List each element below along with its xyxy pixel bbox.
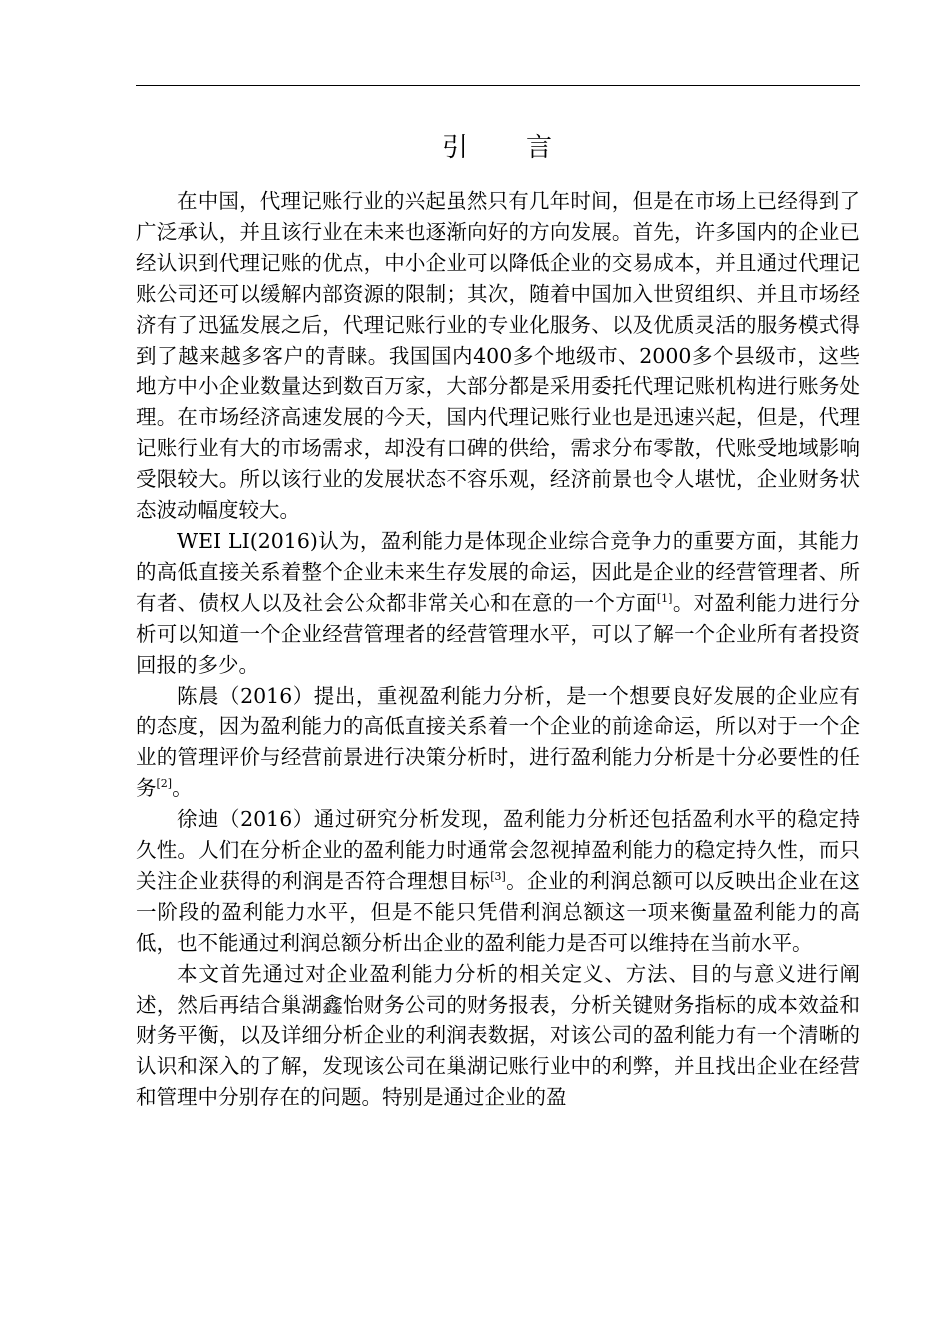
paragraph-text: 陈晨（2016）提出，重视盈利能力分析，是一个想要良好发展的企业应有的态度，因为盈利能力的高低直接关系着一个企业的前途命运，所以对于一个企业的管理评价与经营前景进行决策分析时，进行盈利能力分析是十分必要性的任务 (136, 683, 860, 801)
paragraph-wei-li (136, 526, 860, 681)
paragraph-chen-chen (136, 681, 860, 805)
section-title: 引 言 (441, 133, 554, 163)
paragraph-text: 。对盈利能力进行分析可以知道一个企业经营管理者的经营管理水平，可以了解一个企业所有者投资回报的多少。 (136, 590, 861, 677)
header-rule (136, 85, 860, 86)
paragraph-text: WEI LI(2016)认为，盈利能力是体现企业综合竞争力的重要方面，其能力的高低直接关系着整个企业未来生存发展的命运，因此是企业的经营管理者、所有者、债权人以及社会公众都非常关心和在意的一个方面 (136, 528, 860, 615)
citation-ref: [1] (656, 591, 673, 605)
paragraph-text: 徐迪（2016）通过研究分析发现，盈利能力分析还包括盈利水平的稳定持久性。人们在分析企业的盈利能力时通常会忽视掉盈利能力的稳定持久性，而只关注企业获得的利润是否符合理想目标 (136, 807, 860, 893)
body-text (136, 186, 860, 1113)
paragraph-text: 。 (172, 776, 193, 801)
paragraph-intro (136, 186, 860, 526)
citation-ref: [2] (156, 777, 173, 791)
paragraph-xu-di (136, 804, 860, 959)
paragraph-text: 本文首先通过对企业盈利能力分析的相关定义、方法、目的与意义进行阐述，然后再结合巢湖鑫怡财务公司的财务报表，分析关键财务指标的成本效益和财务平衡，以及详细分析企业的利润表数据，对该公司的盈利能力有一个清晰的认识和深入的了解，发现该公司在巢湖记账行业中的利弊，并且找出企业在经营和管理中分别存在的问题。特别是通过企业的盈 (136, 961, 860, 1110)
paragraph-text: 。企业的利润总额可以反映出企业在这一阶段的盈利能力水平，但是不能只凭借利润总额这一项来衡量盈利能力的高低，也不能通过利润总额分析出企业的盈利能力是否可以维持在当前水平。 (136, 868, 860, 955)
paragraph-text: 在中国，代理记账行业的兴起虽然只有几年时间，但是在市场上已经得到了广泛承认，并且该行业在未来也逐渐向好的方向发展。首先，许多国内的企业已经认识到代理记账的优点，中小企业可以降低企业的交易成本，并且通过代理记账公司还可以缓解内部资源的限制；其次，随着中国加入世贸组织、并且市场经济有了迅猛发展之后，代理记账行业的专业化服务、以及优质灵活的服务模式得到了越来越多客户的青睐。我国国内400多个地级市、2000多个县级市，这些地方中小企业数量达到数百万家，大部分都是采用委托代理记账机构进行账务处理。在市场经济高速发展的今天，国内代理记账行业也是迅速兴起，但是，代理记账行业有大的市场需求，却没有口碑的供给，需求分布零散，代账受地域影响受限较大。所以该行业的发展状态不容乐观，经济前景也令人堪忧，企业财务状态波动幅度较大。 (136, 189, 860, 523)
citation-ref: [3] (490, 870, 506, 884)
paragraph-outline (136, 959, 860, 1114)
